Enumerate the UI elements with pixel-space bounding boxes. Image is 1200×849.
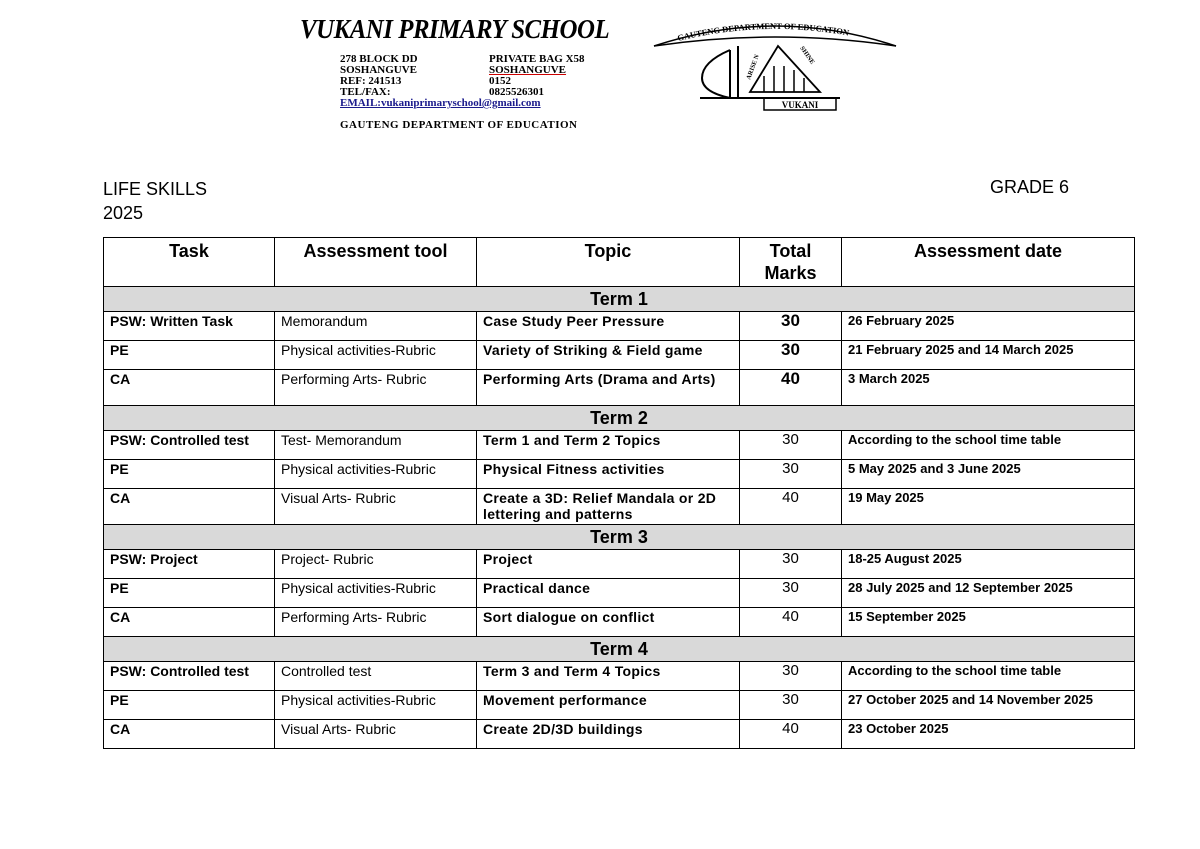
cell-task: CA — [104, 720, 275, 749]
cell-date: 5 May 2025 and 3 June 2025 — [842, 460, 1135, 489]
address-line: TEL/FAX: — [340, 86, 391, 98]
cell-topic: Practical dance — [477, 579, 740, 608]
cell-task: PE — [104, 460, 275, 489]
address-line: 0152 — [489, 75, 511, 87]
cell-task: PSW: Controlled test — [104, 431, 275, 460]
cell-task: CA — [104, 489, 275, 525]
cell-date: 3 March 2025 — [842, 370, 1135, 406]
assessment-table — [103, 237, 1135, 749]
cell-topic: Create a 3D: Relief Mandala or 2D lettering and patterns — [477, 489, 740, 525]
cell-tool: Memorandum — [275, 312, 477, 341]
cell-topic: Sort dialogue on conflict — [477, 608, 740, 637]
table-row — [104, 489, 1135, 525]
address-line: 278 BLOCK DD — [340, 53, 418, 65]
cell-marks: 30 — [740, 662, 842, 691]
address-line: REF: 241513 — [340, 75, 402, 87]
grade-heading: GRADE 6 — [990, 177, 1070, 197]
cell-tool: Visual Arts- Rubric — [275, 489, 477, 525]
term-label: Term 3 — [104, 525, 1135, 550]
cell-date: 28 July 2025 and 12 September 2025 — [842, 579, 1135, 608]
cell-topic: Physical Fitness activities — [477, 460, 740, 489]
table-row — [104, 720, 1135, 749]
term-label: Term 2 — [104, 406, 1135, 431]
term-row — [104, 406, 1135, 431]
cell-marks: 30 — [740, 312, 842, 341]
cell-tool: Physical activities-Rubric — [275, 460, 477, 489]
cell-tool: Performing Arts- Rubric — [275, 370, 477, 406]
address-line: 0825526301 — [489, 86, 544, 98]
cell-date: 15 September 2025 — [842, 608, 1135, 637]
logo-motto-2: SHINE — [798, 45, 816, 66]
table-row — [104, 662, 1135, 691]
cell-topic: Case Study Peer Pressure — [477, 312, 740, 341]
table-header-row — [104, 238, 1135, 287]
cell-task: CA — [104, 608, 275, 637]
address-line: SOSHANGUVE — [340, 64, 418, 76]
table-row — [104, 431, 1135, 460]
address-left — [340, 54, 418, 98]
term-row — [104, 287, 1135, 312]
cell-date: 27 October 2025 and 14 November 2025 — [842, 691, 1135, 720]
cell-date: 18-25 August 2025 — [842, 550, 1135, 579]
subject-title: LIFE SKILLS — [103, 179, 208, 199]
school-name: VUKANI PRIMARY SCHOOL — [300, 14, 610, 44]
table-row — [104, 550, 1135, 579]
header-date: Assessment date — [842, 238, 1135, 287]
cell-topic: Create 2D/3D buildings — [477, 720, 740, 749]
cell-marks: 30 — [740, 550, 842, 579]
header-topic: Topic — [477, 238, 740, 287]
cell-task: PSW: Written Task — [104, 312, 275, 341]
header-marks-line2: Marks — [764, 263, 817, 283]
cell-task: PE — [104, 691, 275, 720]
header-tool: Assessment tool — [275, 238, 477, 287]
logo-arc-text: GAUTENG DEPARTMENT OF EDUCATION — [676, 20, 850, 43]
term-label: Term 1 — [104, 287, 1135, 312]
cell-marks: 30 — [740, 691, 842, 720]
table-row — [104, 608, 1135, 637]
term-label: Term 4 — [104, 637, 1135, 662]
cell-tool: Physical activities-Rubric — [275, 691, 477, 720]
email-link[interactable]: EMAIL:vukaniprimaryschool@gmail.com — [340, 97, 541, 109]
address-right — [489, 54, 585, 98]
cell-task: CA — [104, 370, 275, 406]
year-title: 2025 — [103, 203, 144, 223]
term-row — [104, 525, 1135, 550]
cell-tool: Physical activities-Rubric — [275, 341, 477, 370]
cell-topic: Variety of Striking & Field game — [477, 341, 740, 370]
term-row — [104, 637, 1135, 662]
table-row — [104, 579, 1135, 608]
cell-marks: 40 — [740, 370, 842, 406]
table-row — [104, 460, 1135, 489]
cell-date: According to the school time table — [842, 662, 1135, 691]
table-row — [104, 691, 1135, 720]
header-marks — [740, 238, 842, 287]
cell-marks: 30 — [740, 579, 842, 608]
cell-tool: Visual Arts- Rubric — [275, 720, 477, 749]
address-line: SOSHANGUVE — [489, 64, 567, 76]
cell-task: PE — [104, 341, 275, 370]
cell-task: PSW: Project — [104, 550, 275, 579]
cell-tool: Project- Rubric — [275, 550, 477, 579]
cell-date: 23 October 2025 — [842, 720, 1135, 749]
cell-topic: Term 1 and Term 2 Topics — [477, 431, 740, 460]
logo-label: VUKANI — [781, 100, 819, 110]
cell-tool: Physical activities-Rubric — [275, 579, 477, 608]
table-row — [104, 312, 1135, 341]
cell-marks: 30 — [740, 460, 842, 489]
department-line: GAUTENG DEPARTMENT OF EDUCATION — [340, 119, 578, 131]
cell-date: According to the school time table — [842, 431, 1135, 460]
cell-tool: Controlled test — [275, 662, 477, 691]
cell-date: 21 February 2025 and 14 March 2025 — [842, 341, 1135, 370]
cell-marks: 30 — [740, 431, 842, 460]
cell-topic: Project — [477, 550, 740, 579]
cell-topic: Performing Arts (Drama and Arts) — [477, 370, 740, 406]
cell-marks: 40 — [740, 489, 842, 525]
header-marks-line1: Total — [769, 241, 812, 261]
cell-marks: 30 — [740, 341, 842, 370]
cell-task: PE — [104, 579, 275, 608]
cell-date: 26 February 2025 — [842, 312, 1135, 341]
table-row — [104, 341, 1135, 370]
cell-marks: 40 — [740, 720, 842, 749]
cell-date: 19 May 2025 — [842, 489, 1135, 525]
table-row — [104, 370, 1135, 406]
cell-tool: Performing Arts- Rubric — [275, 608, 477, 637]
cell-marks: 40 — [740, 608, 842, 637]
school-logo — [650, 20, 900, 112]
subject-heading — [103, 177, 207, 225]
cell-topic: Term 3 and Term 4 Topics — [477, 662, 740, 691]
header-task: Task — [104, 238, 275, 287]
cell-topic: Movement performance — [477, 691, 740, 720]
logo-motto-1: ARISE N — [745, 53, 761, 81]
cell-task: PSW: Controlled test — [104, 662, 275, 691]
address-line: PRIVATE BAG X58 — [489, 53, 585, 65]
cell-tool: Test- Memorandum — [275, 431, 477, 460]
